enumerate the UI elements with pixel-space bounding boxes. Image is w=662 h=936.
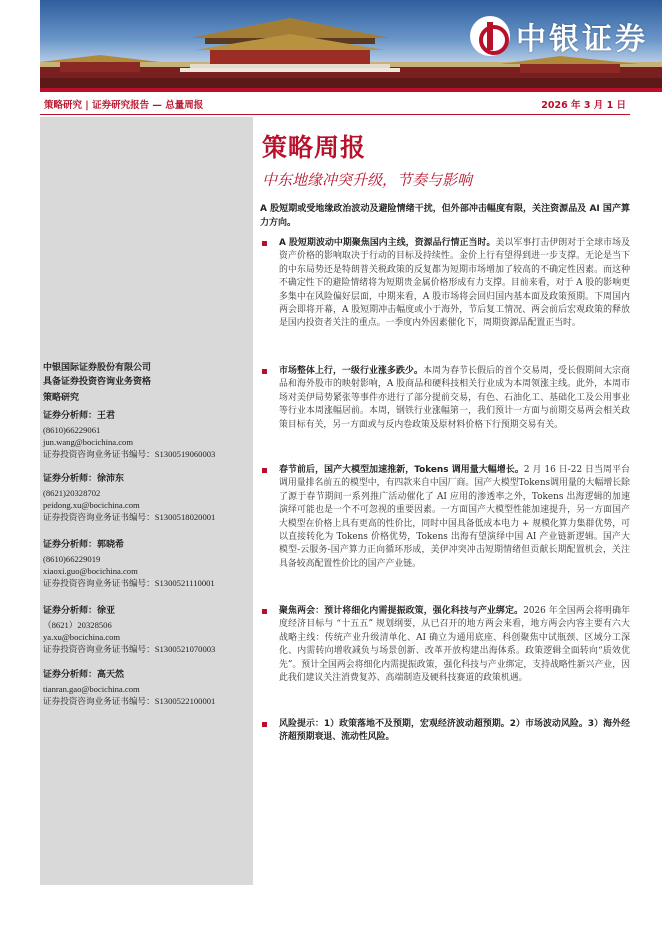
report-subheader <box>44 96 626 112</box>
company-info <box>43 361 151 405</box>
bank-of-china-icon <box>470 16 510 56</box>
analyst-cert: 证券投资咨询业务证书编号：S1300521070003 <box>43 644 216 654</box>
analyst-cert: 证券投资咨询业务证书编号：S1300518020001 <box>43 512 216 522</box>
analyst-card <box>43 539 215 589</box>
bullet-point <box>262 718 630 745</box>
company-name: 中银国际证券股份有限公司 <box>43 363 152 373</box>
company-qualification: 具备证券投资咨询业务资格 <box>43 377 152 387</box>
analyst-cert: 证券投资咨询业务证书编号：S1300519060003 <box>43 449 216 459</box>
analyst-email[interactable]: jun.wang@bocichina.com <box>43 437 134 447</box>
research-category: 策略研究 <box>43 393 80 403</box>
analyst-name: 证券分析师：郭晓希 <box>43 540 125 550</box>
bullet-text: 美以军事打击伊朗对于全球市场及资产价格的影响取决于行动的目标及持续性。金价上行有望得到进一步支撑。无论是当下的中东局势还是特朗普关税政策的反复都为短期市场增加了较高的不确定性因素。而这种不确定性下的避险情绪将为短期贵金属价格形成有力支撑。目前来看，对于 A 股的影响更多集中在风险偏好层面，中期来看，A 股市场将会回归国内基本面及政策预期。下周国内两会即将开幕，A 股短期冲击幅度或小于海外，节后复工情况、两会前后宏观政策的释放是国内投资者关注的重点。一季度内外因素催化下，周期资源品配置正当时。 <box>279 238 631 329</box>
report-title: 策略周报 <box>262 133 367 162</box>
analyst-email[interactable]: xiaoxi.guo@bocichina.com <box>43 566 138 576</box>
bullet-text: 本周为春节长假后的首个交易周，受长假期间大宗商品和海外股市的映射影响，A 股商品和硬科技相关行业成为本周领涨主线。此外，本周市场对美伊局势紧张等事件亦进行了部分提前交易，有色、石油化工、基础化工及公用事业等行业本周涨幅居前。本周，钢铁行业涨幅第一，我们预计一方面与前期交易两会相关政策目标有关，另一方面或与反内卷政策及原材料价格下行预期交易有关。 <box>279 366 631 430</box>
analyst-name: 证券分析师：徐亚 <box>43 606 116 616</box>
report-date: 2026 年 3 月 1 日 <box>541 100 626 111</box>
analyst-email[interactable]: tianran.gao@bocichina.com <box>43 684 140 694</box>
bullet-point <box>262 237 630 331</box>
header-red-bar <box>40 88 662 92</box>
report-category: 策略研究 | 证券研究报告 — 总量周报 <box>44 100 204 111</box>
brand-name: 中银证券 <box>516 22 648 57</box>
bullet-point <box>262 605 630 685</box>
bullet-lead: 市场整体上行，一级行业涨多跌少。 <box>279 366 424 376</box>
analyst-cert: 证券投资咨询业务证书编号：S1300521110001 <box>43 578 215 588</box>
analyst-card <box>43 410 215 460</box>
analyst-sidebar <box>40 117 253 885</box>
analyst-email[interactable]: ya.xu@bocichina.com <box>43 632 121 642</box>
bullet-lead: 春节前后，国产大模型加速推新，Tokens 调用量大幅增长。 <box>279 465 524 475</box>
bullet-lead: A 股短期波动中期聚焦国内主线，资源品行情正当时。 <box>279 238 496 248</box>
bullet-lead: 聚焦两会：预计将细化内需提振政策，强化科技与产业绑定。 <box>279 606 524 616</box>
analyst-phone: (8610)66229061 <box>43 425 101 435</box>
header-divider <box>40 114 630 115</box>
analyst-phone: （8621）20328506 <box>43 620 112 630</box>
bullet-point <box>262 365 630 432</box>
analyst-email[interactable]: peidong.xu@bocichina.com <box>43 500 140 510</box>
report-subtitle: 中东地缘冲突升级，节奏与影响 <box>262 171 473 189</box>
analyst-card <box>43 473 215 523</box>
analyst-name: 证券分析师：徐沛东 <box>43 474 125 484</box>
brand-logo <box>470 14 648 58</box>
bullet-text: 2026 年全国两会将明确年度经济目标与 “十五五” 规划纲要，从已召开的地方两会来看，地方两会内容主要有六大战略主线：传统产业升级清单化、AI 确立为通用底座、科创聚焦中试瓶颈、区域分工深化、内需转向增收减负与场景创新、改革开放构建出海体系。政策逻辑全面转向“质效优先”。预计全国两会将细化内需提振政策，强化科技与产业绑定，支持战略性新兴产业，因此我们建议关注消费复苏、高端制造及硬科技赛道的政策机遇。 <box>279 606 630 684</box>
bullet-square-icon <box>262 722 267 727</box>
risk-warning: 风险提示：1）政策落地不及预期，宏观经济波动超预期。2）市场波动风险。3）海外经济超预期衰退、流动性风险。 <box>279 719 630 743</box>
analyst-card <box>43 669 215 707</box>
analyst-name: 证券分析师：王君 <box>43 411 116 421</box>
bullet-point <box>262 464 630 571</box>
bullet-square-icon <box>262 468 267 473</box>
bullet-square-icon <box>262 369 267 374</box>
bullet-text: 2 月 16 日-22 日当周平台调用量排名前五的模型中，有四款来自中国厂商。国产大模型Tokens调用量的大幅增长除了源于春节期间一系列推广活动催化了 AI 应用的渗透率之外，Tokens 出海逻辑的加速演绎可能也是一个不可忽视的重要因素。一方面国产大模型性能加速提升，另一方面国产大模型在价格上具有更高的性价比，同时中国具备低成本电力 + 规模化算力集群优势，可以直接转化为 Tokens 价格优势，Tokens 出海有望演绎中国 AI 产业链新逻辑。国产大模型-云服务-国产算力正向循环形成，美伊冲突冲击短期情绪但贡献长期配置机会，关注具备较高配置性价比的国产产业链。 <box>279 465 631 569</box>
analyst-name: 证券分析师：高天然 <box>43 670 125 680</box>
analyst-cert: 证券投资咨询业务证书编号：S1300522100001 <box>43 696 216 706</box>
analyst-phone: (8621)20328702 <box>43 488 101 498</box>
report-summary: A 股短期或受地缘政治波动及避险情绪干扰，但外部冲击幅度有限，关注资源品及 AI 国产算力方向。 <box>260 204 630 228</box>
header-banner <box>40 0 662 88</box>
analyst-phone: (8610)66229019 <box>43 554 101 564</box>
bullet-square-icon <box>262 241 267 246</box>
analyst-card <box>43 605 215 655</box>
bullet-square-icon <box>262 609 267 614</box>
